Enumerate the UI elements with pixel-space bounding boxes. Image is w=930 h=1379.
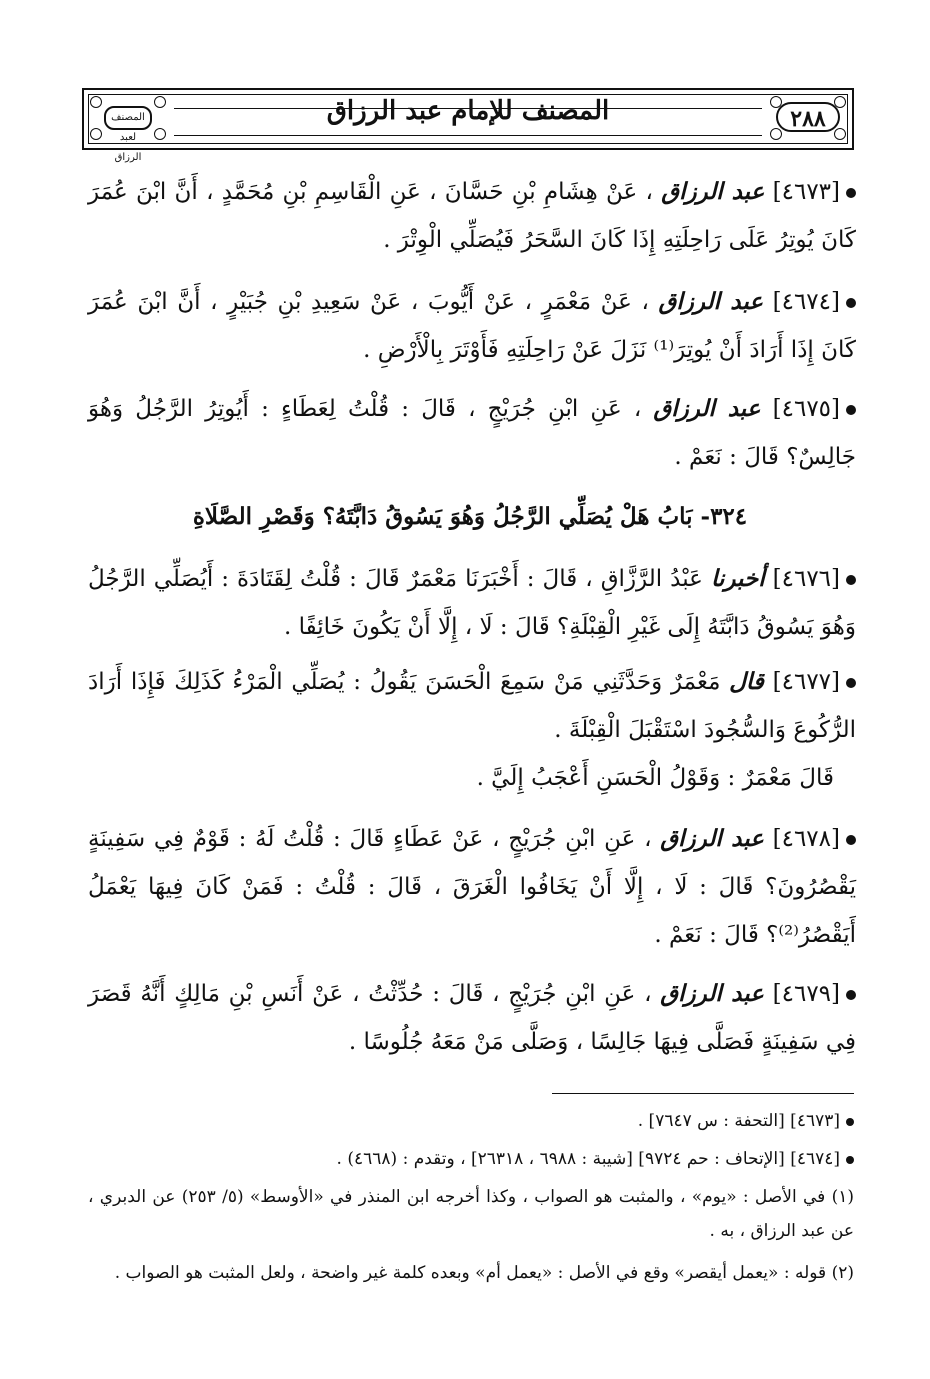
bullet-icon: [846, 405, 856, 415]
hadith-entry: [88, 278, 856, 374]
bullet-icon: [846, 678, 856, 688]
footnote-text: [٤٦٧٣] [التحفة : س ٧٦٤٧] .: [637, 1111, 840, 1131]
hadith-entry: [88, 970, 856, 1066]
bullet-icon: [846, 1118, 854, 1126]
footnote-reference: [88, 1142, 854, 1176]
hadith-text: ، عَنْ مَعْمَرٍ ، عَنْ أَيُّوبَ ، عَنْ سَعِيدِ بْنِ جُبَيْرٍ ، أَنَّ ابْنَ عُمَرَ كَانَ إِذَا أَرَادَ أَنْ يُوتِرَ⁽¹⁾ نَزَلَ عَنْ رَاحِلَتِهِ فَأَوْتَرَ بِالْأَرْضِ .: [88, 289, 856, 363]
isnad-head: عبد الرزاق: [660, 980, 764, 1007]
hadith-number: [٤٦٧٣]: [772, 179, 841, 205]
footnote-reference: [88, 1104, 854, 1138]
hadith-followup: قَالَ مَعْمَرٌ : وَقَوْلُ الْحَسَنِ أَعْجَبُ إِلَيَّ .: [476, 765, 834, 791]
title-ornament: [90, 96, 166, 163]
running-header: [82, 88, 854, 163]
isnad-head: أخبرنا: [710, 565, 765, 592]
page-number-ornament: [770, 96, 846, 140]
ornament-label: المصنف لعبد الرزاق: [104, 106, 152, 130]
hadith-text: ، عَنِ ابْنِ جُرَيْجٍ ، قَالَ : قُلْتُ لِعَطَاءٍ : أَيُوتِرُ الرَّجُلُ وَهُوَ جَالِسٌ؟ قَالَ : نَعَمْ .: [88, 396, 856, 470]
footnote-separator: [552, 1093, 854, 1094]
hadith-number: [٤٦٧٧]: [772, 669, 841, 695]
hadith-number: [٤٦٧٤]: [772, 289, 840, 315]
bullet-icon: [846, 575, 856, 585]
footnote-text: [٤٦٧٤] [الإتحاف : حم ٩٧٢٤] [شيبة : ٦٩٨٨ ، ٢٦٣١٨] ، وتقدم : (٤٦٦٨) .: [336, 1149, 840, 1169]
bullet-icon: [846, 835, 856, 845]
knot-icon: [154, 96, 166, 108]
bullet-icon: [846, 188, 856, 198]
hadith-entry: [88, 815, 856, 959]
hadith-entry: [88, 168, 856, 264]
isnad-head: عبد الرزاق: [661, 178, 765, 205]
hadith-text: عَبْدُ الرَّزَّاقِ ، قَالَ : أَخْبَرَنَا مَعْمَرٌ قَالَ : قُلْتُ لِقَتَادَةَ : أَيُصَلِّي الرَّجُلُ وَهُوَ يَسُوقُ دَابَّتَهُ إِلَى غَيْرِ الْقِبْلَةِ؟ قَالَ : لَا ، إِلَّا أَنْ يَكُونَ خَائِفًا .: [88, 566, 856, 640]
hadith-text: ، عَنْ هِشَامِ بْنِ حَسَّانَ ، عَنِ الْقَاسِمِ بْنِ مُحَمَّدٍ ، أَنَّ ابْنَ عُمَرَ كَانَ يُوتِرُ عَلَى رَاحِلَتِهِ إِذَا كَانَ السَّحَرُ فَيُصَلِّي الْوِتْرَ .: [88, 179, 856, 253]
hadith-entry: [88, 385, 856, 481]
hadith-text: ، عَنِ ابْنِ جُرَيْجٍ ، عَنْ عَطَاءٍ قَالَ : قُلْتُ لَهُ : قَوْمٌ فِي سَفِينَةٍ يَقْصُرُونَ؟ قَالَ : لَا ، إِلَّا أَنْ يَخَافُوا الْغَرَقَ ، قَالَ : قُلْتُ : فَمَنْ كَانَ فِيهَا يَعْمَلُ أَيَقْصُرُ⁽²⁾؟ قَالَ : نَعَمْ .: [88, 826, 856, 948]
isnad-head: عبد الرزاق: [660, 825, 764, 852]
book-title: المصنف للإمام عبد الرزاق: [326, 96, 610, 126]
hadith-entry: [88, 555, 856, 651]
knot-icon: [154, 128, 166, 140]
hadith-number: [٤٦٧٨]: [772, 826, 840, 852]
isnad-head: قال: [729, 668, 764, 695]
bullet-icon: [846, 298, 856, 308]
knot-icon: [90, 128, 102, 140]
knot-icon: [90, 96, 102, 108]
hadith-number: [٤٦٧٦]: [772, 566, 841, 592]
isnad-head: عبد الرزاق: [653, 395, 761, 422]
bullet-icon: [846, 990, 856, 1000]
footnote: (١) في الأصل : «يوم» ، والمثبت هو الصواب ، وكذا أخرجه ابن المنذر في «الأوسط» (٥/ ٢٥٣) عن الدبري ، عن عبد الرزاق ، به .: [88, 1187, 854, 1241]
chapter-heading: ٣٢٤- بَابُ هَلْ يُصَلِّي الرَّجُلُ وَهُوَ يَسُوقُ دَابَّتَهُ؟ وَقَصْرِ الصَّلَاةِ: [192, 503, 748, 530]
hadith-text: ، عَنِ ابْنِ جُرَيْجٍ ، قَالَ : حُدِّثْتُ ، عَنْ أَنَسِ بْنِ مَالِكٍ أَنَّهُ قَصَرَ فِي سَفِينَةٍ فَصَلَّى فِيهَا جَالِسًا ، وَصَلَّى مَنْ مَعَهُ جُلُوسًا .: [88, 981, 856, 1055]
footnote: (٢) قوله : «يعمل أيقصر» وقع في الأصل : «يعمل أم» وبعده كلمة غير واضحة ، ولعل المثبت هو الصواب .: [114, 1263, 854, 1283]
hadith-entry: [88, 658, 856, 802]
isnad-head: عبد الرزاق: [658, 288, 763, 315]
hadith-number: [٤٦٧٥]: [772, 396, 841, 422]
bullet-icon: [846, 1156, 854, 1164]
hadith-text: مَعْمَرٌ وَحَدَّثَنِي مَنْ سَمِعَ الْحَسَنَ يَقُولُ : يُصَلِّي الْمَرْءُ كَذَلِكَ فَإِذَا أَرَادَ الرُّكُوعَ وَالسُّجُودَ اسْتَقْبَلَ الْقِبْلَةَ .: [88, 669, 856, 743]
page-number: ٢٨٨: [790, 106, 826, 132]
page-number-frame: [776, 102, 840, 132]
hadith-number: [٤٦٧٩]: [772, 981, 841, 1007]
